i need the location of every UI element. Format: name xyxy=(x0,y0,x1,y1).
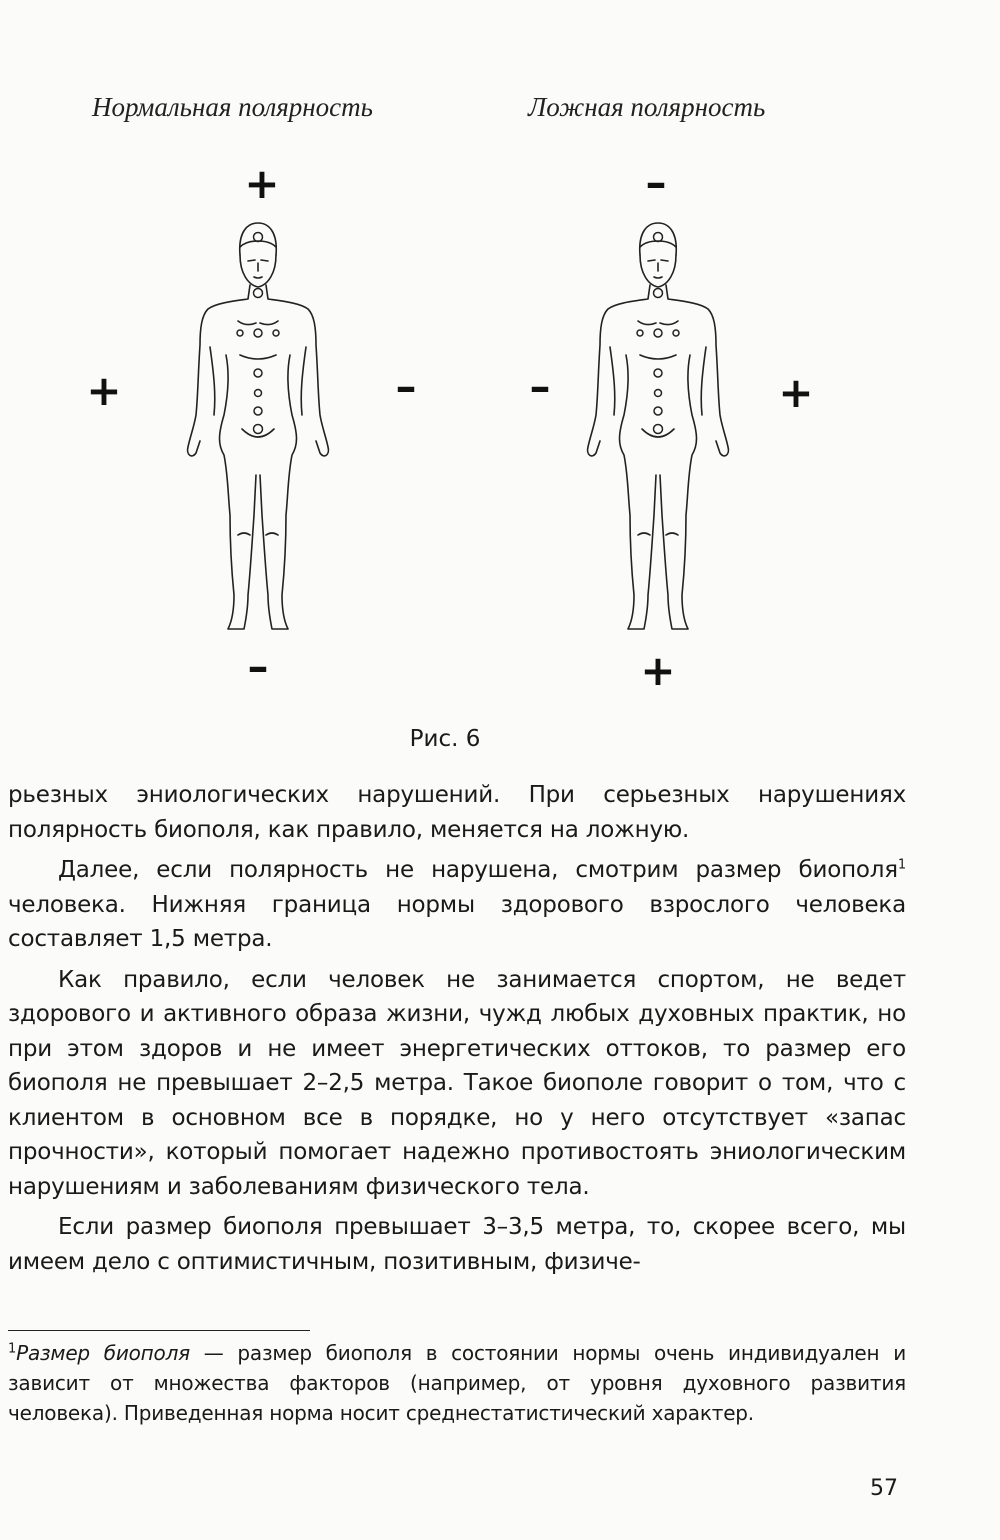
footnote-divider xyxy=(8,1330,310,1331)
paragraph-3: Как правило, если человек не занимается спортом, не ведет здорового и активного образа жизни, чужд любых духовных практик, но при этом здоров и не имеет энергетических оттоков, то размер его биополя не превышает 2–2,5 метра. Такое биополе говорит о том, что с клиентом в основном все в порядке, но у него отсутствует «запас прочности», который помогает надежно противостоять эниологическим нарушениям и заболеваниям физического тела. xyxy=(8,966,906,1200)
normal-bottom-sign: – xyxy=(247,642,269,691)
normal-right-sign: – xyxy=(395,362,417,411)
footnote-term: Размер биополя xyxy=(16,1341,191,1365)
false-left-sign: – xyxy=(529,362,551,411)
footnote-marker: 1 xyxy=(8,1341,17,1357)
paragraph-2 xyxy=(8,853,906,957)
footnote-ref-marker[interactable]: 1 xyxy=(897,857,906,873)
paragraph-1: рьезных эниологических нарушений. При серьезных нарушениях полярность биополя, как правило, меняется на ложную. xyxy=(8,782,906,843)
figure-title-normal-polarity: Нормальная полярность xyxy=(92,92,373,122)
paragraph-2-start: Далее, если полярность не нарушена, смотрим размер биополя xyxy=(58,857,898,883)
footnote xyxy=(8,1338,906,1428)
footnote-text: — размер биополя в состоянии нормы очень индивидуален и зависит от множества факторов (например, от уровня духовного развития человека). Приведенная норма носит среднестатистический характер. xyxy=(8,1341,906,1425)
paragraph-2-end: человека. Нижняя граница нормы здорового взрослого человека составляет 1,5 метра. xyxy=(8,891,906,952)
human-figure-normal-polarity xyxy=(168,215,348,645)
figure-title-false-polarity: Ложная полярность xyxy=(528,92,766,122)
body-text xyxy=(8,778,906,1279)
false-right-sign: + xyxy=(778,368,814,417)
page-number: 57 xyxy=(870,1476,898,1501)
normal-top-sign: + xyxy=(244,159,280,208)
false-bottom-sign: + xyxy=(640,646,676,695)
human-figure-false-polarity xyxy=(568,215,748,645)
false-top-sign: – xyxy=(645,158,667,207)
figure-caption: Рис. 6 xyxy=(409,726,481,752)
normal-left-sign: + xyxy=(86,366,122,415)
paragraph-4: Если размер биополя превышает 3–3,5 метра, то, скорее всего, мы имеем дело с оптимистичным, позитивным, физиче- xyxy=(8,1214,906,1275)
